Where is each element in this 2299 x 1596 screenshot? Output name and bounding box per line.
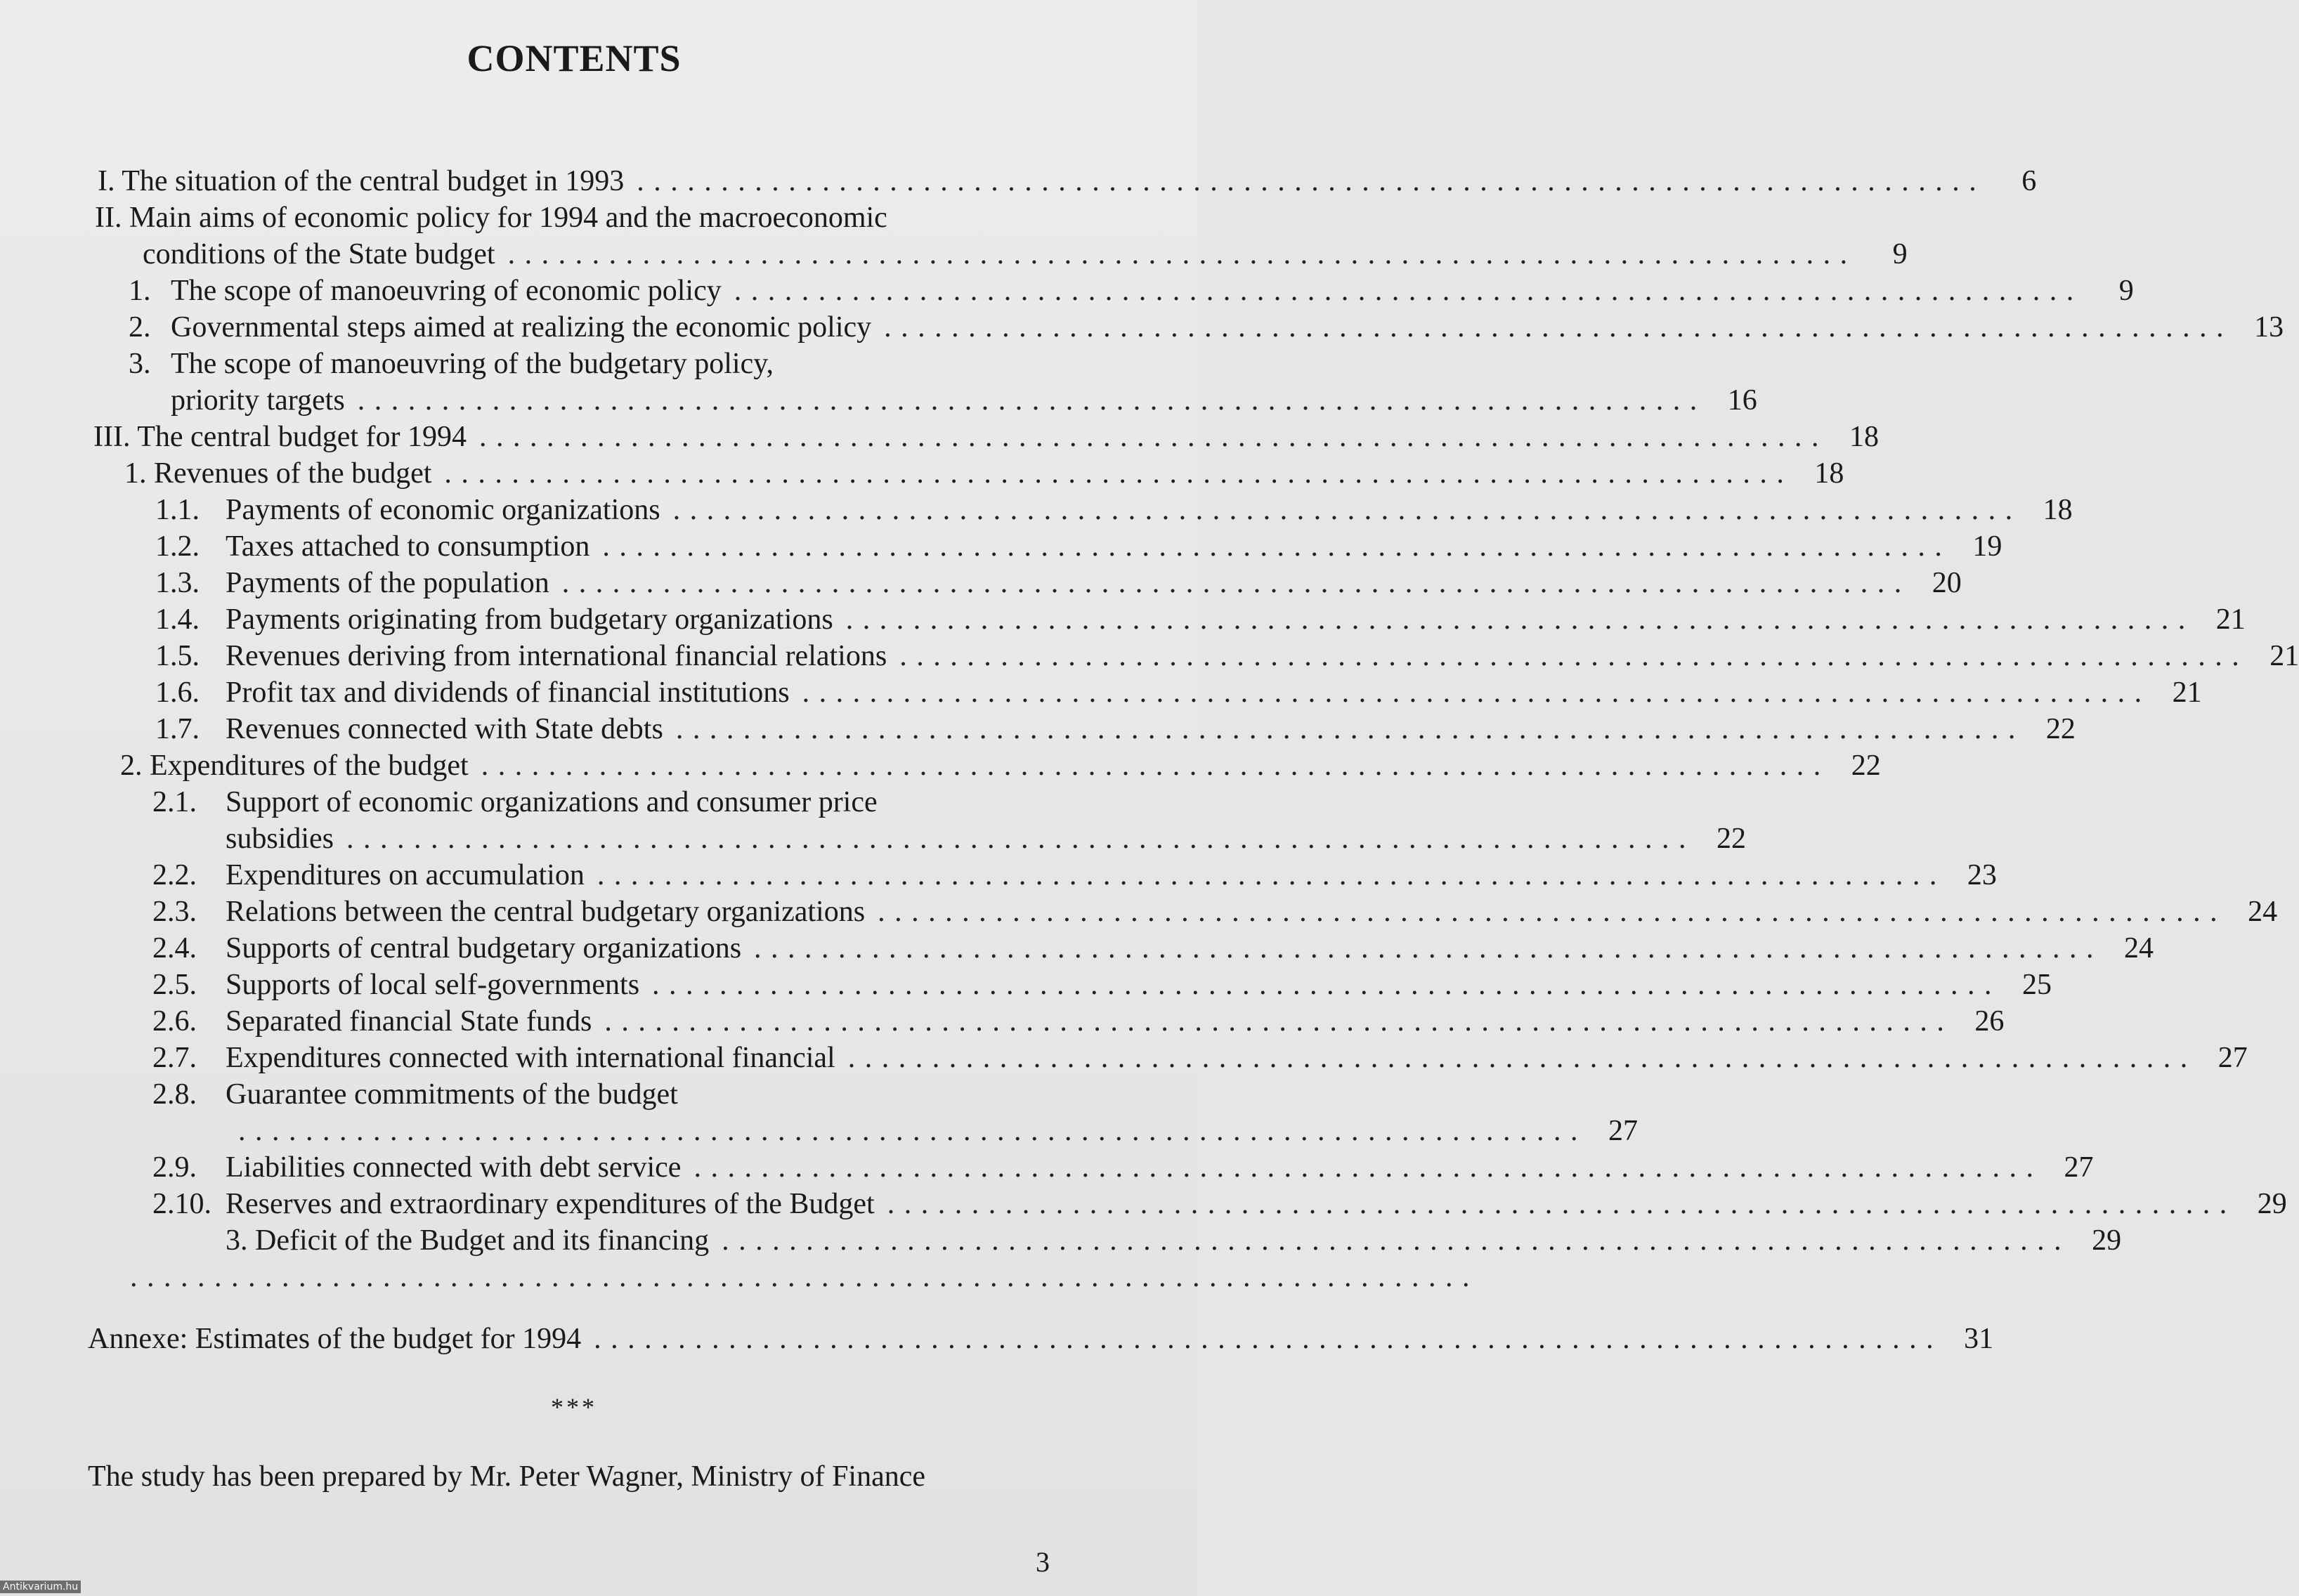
toc-page-number: 18 bbox=[1849, 421, 1880, 453]
section-separator: *** bbox=[551, 1393, 597, 1421]
toc-entry-number: 2.8. bbox=[152, 1078, 197, 1111]
leader-dots: ................................................................................ bbox=[878, 896, 2227, 928]
toc-entry-continuation[interactable] bbox=[88, 236, 1908, 273]
toc-entry[interactable] bbox=[88, 309, 2284, 346]
toc-page-number: 26 bbox=[1974, 1005, 2005, 1038]
toc-entry-number: 1.3. bbox=[155, 567, 200, 599]
toc-entry[interactable] bbox=[88, 1222, 2122, 1259]
leader-dots: ................................................................................ bbox=[444, 457, 1794, 490]
toc-page-number: 9 bbox=[2118, 275, 2134, 307]
toc-page-number: 22 bbox=[1717, 823, 1747, 855]
toc-entry-number: 2.1. bbox=[152, 786, 197, 818]
toc-entry[interactable] bbox=[88, 894, 2278, 930]
toc-entry-number: 1.1. bbox=[155, 494, 200, 526]
toc-page-number: 18 bbox=[1814, 457, 1844, 490]
toc-entry-label: Expenditures connected with international financial bbox=[226, 1042, 835, 1074]
leader-dots: ................................................................................ bbox=[672, 494, 2022, 526]
toc-entry[interactable] bbox=[88, 601, 2246, 638]
toc-entry[interactable] bbox=[88, 857, 1997, 894]
toc-entry-number: 2.4. bbox=[152, 932, 197, 964]
toc-entry-label: Payments originating from budgetary organizations bbox=[226, 603, 833, 636]
toc-entry[interactable] bbox=[88, 1076, 1064, 1113]
toc-entry[interactable] bbox=[88, 565, 1962, 601]
toc-entry[interactable] bbox=[88, 674, 2202, 711]
toc-entry[interactable] bbox=[88, 1259, 1479, 1295]
leader-dots: ................................................................................ bbox=[802, 676, 2151, 709]
toc-entry-number: 1.2. bbox=[155, 530, 200, 563]
toc-entry[interactable] bbox=[88, 967, 2052, 1003]
leader-dots: ................................................................................ bbox=[652, 969, 2002, 1001]
toc-entry-number: 2.3. bbox=[152, 896, 197, 928]
leader-dots: ................................................................................ bbox=[845, 603, 2195, 636]
toc-entry[interactable] bbox=[88, 528, 2002, 565]
toc-page-number: 21 bbox=[2172, 676, 2202, 709]
toc-entry-label: Governmental steps aimed at realizing the economic policy bbox=[171, 311, 872, 344]
toc-page-number: 18 bbox=[2043, 494, 2073, 526]
toc-page-number: 24 bbox=[2124, 932, 2154, 964]
leader-dots: ................................................................................ bbox=[637, 165, 1986, 197]
toc-entry-label: I. The situation of the central budget in 1993 bbox=[98, 165, 625, 197]
toc-entry-number: 1.4. bbox=[155, 603, 200, 636]
leader-dots: ................................................................................ bbox=[847, 1042, 2197, 1074]
toc-page-number: 29 bbox=[2257, 1188, 2287, 1220]
toc-page-number: 24 bbox=[2248, 896, 2278, 928]
leader-dots: ................................................................................ bbox=[887, 1188, 2236, 1220]
author-note: The study has been prepared by Mr. Peter Wagner, Ministry of Finance bbox=[88, 1460, 926, 1493]
toc-entry[interactable] bbox=[88, 492, 2073, 528]
toc-entry[interactable] bbox=[88, 930, 2154, 967]
toc-entry-continuation[interactable] bbox=[88, 820, 1747, 857]
toc-entry-number: 2.9. bbox=[152, 1151, 197, 1184]
leader-dots: ................................................................................ bbox=[346, 823, 1696, 855]
leader-dots: ................................................................................ bbox=[602, 530, 1952, 563]
leader-dots: ................................................................................ bbox=[754, 932, 2104, 964]
toc-entry[interactable] bbox=[88, 455, 1844, 492]
toc-page-number: 27 bbox=[2064, 1151, 2094, 1184]
toc-entry-label: Expenditures on accumulation bbox=[226, 859, 585, 891]
toc-entry-label-cont: priority targets bbox=[171, 384, 345, 417]
leader-dots: ................................................................................ bbox=[899, 640, 2249, 672]
toc-entry-label: Profit tax and dividends of financial institutions bbox=[226, 676, 790, 709]
leader-dots: ................................................................................ bbox=[597, 859, 1946, 891]
toc-entry-label: Payments of the population bbox=[226, 567, 549, 599]
toc-page-number: 21 bbox=[2215, 603, 2246, 636]
toc-entry-number: 1.5. bbox=[155, 640, 200, 672]
toc-entry-label-cont: subsidies bbox=[226, 823, 334, 855]
toc-entry-number: 1. bbox=[129, 275, 151, 307]
toc-page-number: 6 bbox=[2021, 165, 2037, 197]
toc-entry[interactable] bbox=[88, 1186, 2287, 1222]
leader-dots: ................................................................................ bbox=[734, 275, 2083, 307]
toc-entry-label: Annexe: Estimates of the budget for 1994 bbox=[88, 1323, 582, 1355]
toc-entry[interactable] bbox=[88, 784, 1064, 820]
toc-page-number: 20 bbox=[1932, 567, 1962, 599]
toc-page-number: 22 bbox=[1851, 750, 1881, 782]
toc-entry-label: Support of economic organizations and consumer price bbox=[226, 786, 878, 818]
leader-dots: ................................................................................ bbox=[722, 1224, 2071, 1257]
toc-entry-number: 1.6. bbox=[155, 676, 200, 709]
toc-entry-label: Revenues deriving from international financial relations bbox=[226, 640, 887, 672]
toc-entry-label: Guarantee commitments of the budget bbox=[226, 1078, 678, 1111]
toc-entry[interactable] bbox=[88, 346, 1064, 382]
toc-page-number: 25 bbox=[2022, 969, 2052, 1001]
toc-entry[interactable] bbox=[88, 273, 2134, 309]
leader-dots: ................................................................................ bbox=[561, 567, 1911, 599]
toc-entry-number: 2. bbox=[129, 311, 151, 344]
toc-entry[interactable] bbox=[88, 638, 2299, 674]
toc-entry-label-cont: conditions of the State budget bbox=[143, 238, 495, 270]
toc-entry[interactable] bbox=[88, 747, 1881, 784]
leader-dots: ................................................................................ bbox=[594, 1323, 1943, 1355]
toc-entry-label: Taxes attached to consumption bbox=[226, 530, 590, 563]
leader-dots: ................................................................................ bbox=[238, 1115, 1587, 1147]
leader-dots: ................................................................................ bbox=[507, 238, 1857, 270]
leader-dots: ................................................................................ bbox=[693, 1151, 2043, 1184]
toc-page-number: 13 bbox=[2254, 311, 2284, 344]
toc-entry-label: Payments of economic organizations bbox=[226, 494, 660, 526]
toc-page-number: 29 bbox=[2092, 1224, 2122, 1257]
toc-page-number: 19 bbox=[1972, 530, 2002, 563]
toc-entry[interactable] bbox=[88, 1149, 2094, 1186]
toc-entry-label: 2. Expenditures of the budget bbox=[120, 750, 469, 782]
toc-entry[interactable] bbox=[88, 711, 2076, 747]
leader-dots: ................................................................................ bbox=[481, 750, 1830, 782]
toc-entry-label: II. Main aims of economic policy for 1994 and the macroeconomic bbox=[95, 202, 887, 234]
toc-page-number: 23 bbox=[1967, 859, 1997, 891]
toc-entry-number: 2.6. bbox=[152, 1005, 197, 1038]
toc-entry-continuation[interactable] bbox=[88, 1113, 1638, 1149]
toc-page-number: 9 bbox=[1892, 238, 1908, 270]
toc-entry-number: 2.10. bbox=[152, 1188, 211, 1220]
toc-page-number: 27 bbox=[1608, 1115, 1638, 1147]
toc-entry-label: Liabilities connected with debt service bbox=[226, 1151, 682, 1184]
toc-entry-number: 2.5. bbox=[152, 969, 197, 1001]
toc-entry-label: Reserves and extraordinary expenditures of the Budget bbox=[226, 1188, 875, 1220]
toc-entry-label: The scope of manoeuvring of the budgetary policy, bbox=[171, 348, 774, 380]
leader-dots: ................................................................................ bbox=[604, 1005, 1954, 1038]
toc-entry-label: Relations between the central budgetary organizations bbox=[226, 896, 866, 928]
toc-entry-label: III. The central budget for 1994 bbox=[93, 421, 467, 453]
toc-page-number: 27 bbox=[2217, 1042, 2248, 1074]
leader-dots: ................................................................................ bbox=[130, 1261, 1479, 1293]
toc-entry-label: Supports of local self-governments bbox=[226, 969, 640, 1001]
toc-entry[interactable] bbox=[88, 1040, 2248, 1076]
toc-entry-number: 1.7. bbox=[155, 713, 200, 745]
toc-entry-number: 2.2. bbox=[152, 859, 197, 891]
toc-page-number: 21 bbox=[2269, 640, 2299, 672]
toc-entry-continuation[interactable] bbox=[88, 382, 1757, 419]
toc-entry-label: 1. Revenues of the budget bbox=[124, 457, 432, 490]
leader-dots: ................................................................................ bbox=[479, 421, 1829, 453]
page-title: CONTENTS bbox=[467, 37, 682, 79]
toc-entry[interactable] bbox=[88, 419, 1880, 455]
toc-entry-number: 2.7. bbox=[152, 1042, 197, 1074]
leader-dots: ................................................................................ bbox=[884, 311, 2234, 344]
toc-entry-number: 3. bbox=[129, 348, 151, 380]
leader-dots: ................................................................................ bbox=[675, 713, 2025, 745]
toc-entry[interactable] bbox=[88, 163, 2037, 200]
toc-page-number: 16 bbox=[1727, 384, 1757, 417]
toc-entry-label: 3. Deficit of the Budget and its financing bbox=[226, 1224, 710, 1257]
table-of-contents bbox=[88, 163, 2299, 1357]
toc-entry-label: Revenues connected with State debts bbox=[226, 713, 663, 745]
toc-entry[interactable] bbox=[88, 1003, 2005, 1040]
toc-entry[interactable] bbox=[88, 200, 1064, 236]
toc-entry-label: Supports of central budgetary organizations bbox=[226, 932, 742, 964]
toc-entry-label: The scope of manoeuvring of economic policy bbox=[171, 275, 722, 307]
leader-dots: ................................................................................ bbox=[357, 384, 1707, 417]
watermark: Antikvarium.hu bbox=[0, 1581, 81, 1593]
toc-entry-annexe[interactable] bbox=[88, 1321, 1994, 1357]
page-number: 3 bbox=[1036, 1546, 1050, 1578]
toc-page-number: 22 bbox=[2045, 713, 2076, 745]
toc-page-number: 31 bbox=[1964, 1323, 1994, 1355]
toc-entry-label: Separated financial State funds bbox=[226, 1005, 592, 1038]
